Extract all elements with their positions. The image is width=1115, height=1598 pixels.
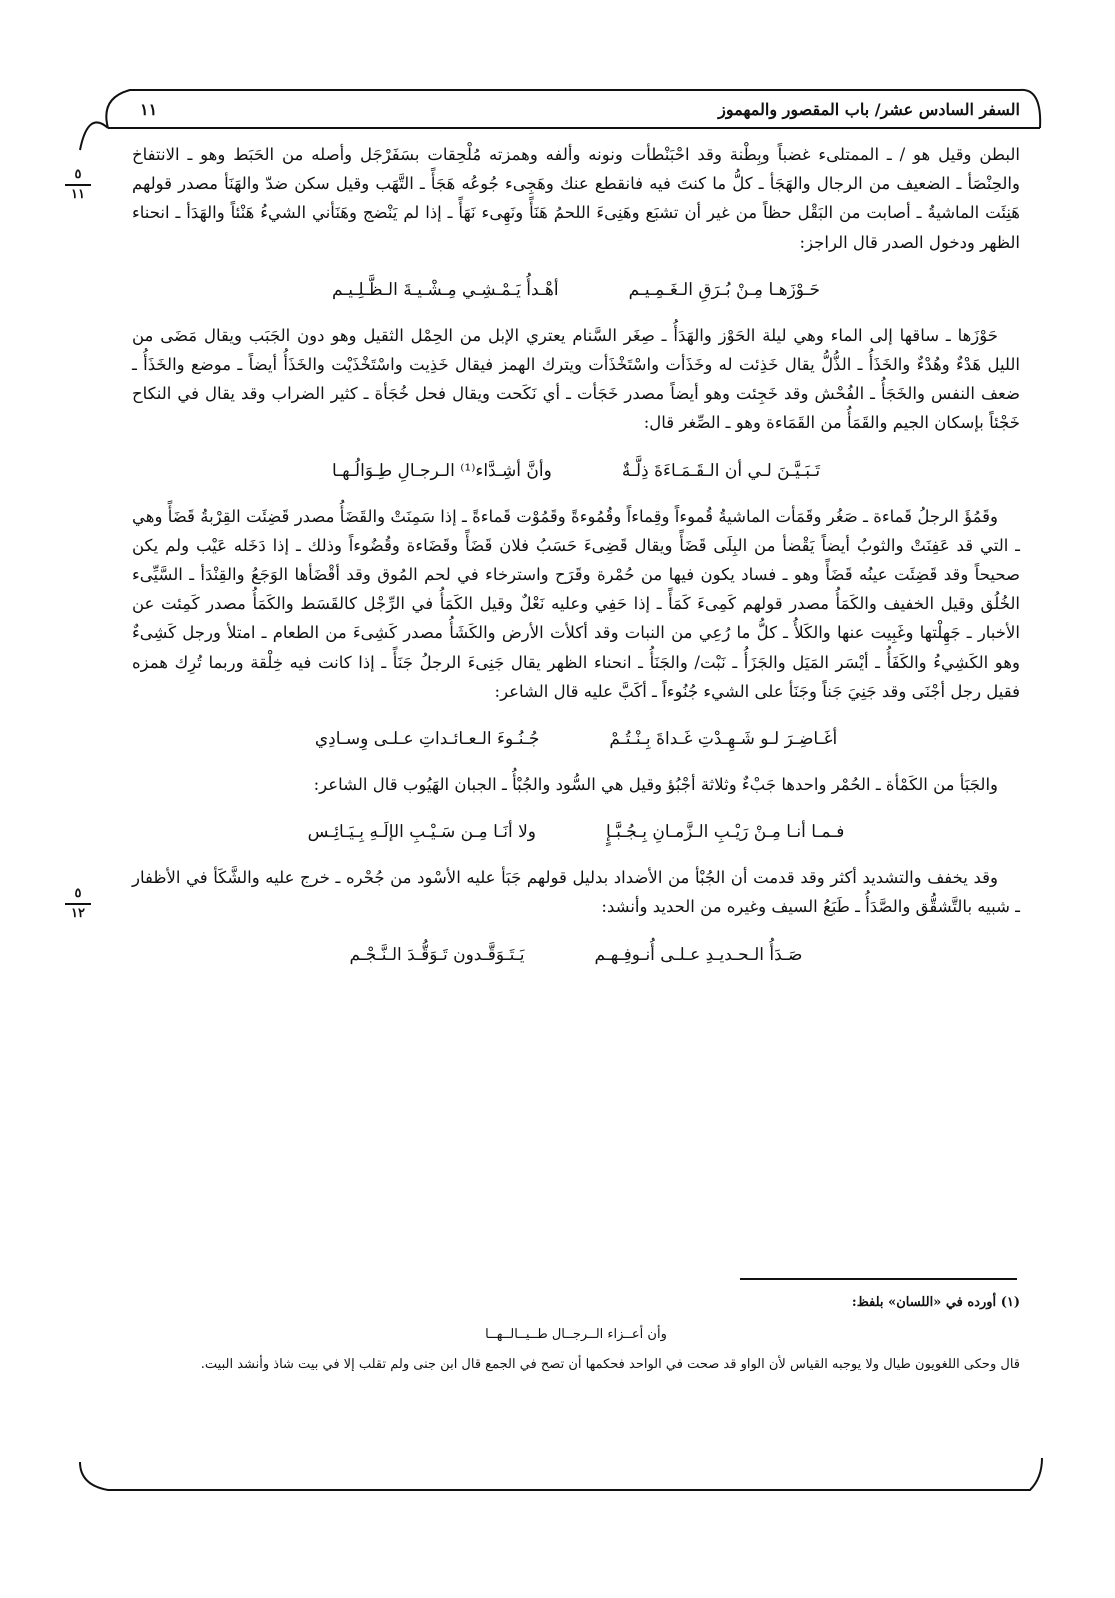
footnotes	[132, 1292, 1020, 1376]
verse-first-hemistich: تَـبَـيَّـنَ لـي أن الـقَـمَـاءَةَ ذِلَّـةٌ	[621, 460, 821, 481]
verse-line	[132, 724, 1020, 754]
page-number: ١١	[140, 100, 158, 119]
paragraph: البطن وقيل هو / ـ الممتلىء غضباً وبِطْنة وقد احْبَنْطأت ونونه وألفه وهمزته مُلْحِقات بسَفَرْجَل وأصله من الحَبَط وهو ـ الانتفاخ والحِنْصَأ ـ الضعيف من الرجال والهَجَأ ـ كلُّ ما كنتَ فيه فانقطع عنك وهَجِىء جُوعُه هَجَأً ـ التَّهَب وقيل سكن ضدّ والهَنَأ مصدر قولهم هَنِئَت الماشيةُ ـ أصابت من البَقْل حظاً من غير أن تشبَع وهَنِىءَ اللحمُ هَنَأً ونَهِىء نَهَأً ـ إذا لم يَنْضج وهَنَأني الشيءُ هَنْئاً والهَدَأ ـ انحناء الظهر ودخول الصدر قال الراجز:	[132, 145, 1020, 252]
verse-first-hemistich: صَـدَأُ الـحـديـدِ عـلـى أُنـوفِـهـم	[594, 944, 803, 965]
margin-ref-bottom: ١١	[71, 186, 85, 202]
verse-line	[132, 275, 1020, 305]
paragraph: والجَبَأ من الكَمْأة ـ الحُمْر واحدها جَبْءٌ وثلاثة أجْبُؤ وقيل هي السُّود والجُبْأُ ـ الجبان الهَيُوب قال الشاعر:	[313, 775, 998, 795]
verse-first-hemistich: أغَـاضِـرَ لـو شَـهِـدْتِ غَـداةَ بِـنْـتُـمْ	[609, 729, 838, 750]
footnote-rule	[740, 1278, 1017, 1280]
verse-first-hemistich: فـمـا أنـا مِـنْ رَيْـبِ الـزَّمـانِ بِـجُـبَّـإٍ	[606, 822, 845, 843]
verse-second-hemistich: وأنَّ أشِـدَّاء⁽¹⁾ الـرجـالِ طِـوَالُـهـا	[331, 460, 552, 481]
verse-second-hemistich: يَـتَـوَقَّـدون تَـوَقُّـدَ الـنَّـجْـم	[349, 944, 525, 965]
verse-second-hemistich: جُـنُـوءَ الـعـائـداتِ عـلـى وِسـادِي	[314, 729, 540, 750]
verse-second-hemistich: أهْـدأُ يَـمْـشِـي مِـشْـيـةَ الـظَّـلِـيـم	[331, 279, 559, 300]
margin-reference	[58, 887, 98, 921]
paragraph: حَوْزَها ـ ساقها إلى الماء وهي ليلة الحَوْز والهَدَأُ ـ صِغَر السَّنام يعتري الإبل من الحِمْل الثقيل وهو دون الجَبَب ويقال مَضَى من الليل هَدْءٌ وهُدْءٌ والخَذَأُ ـ الذُّلُّ يقال خَذِئت له وخَذَأت واسْتَخْذَأت ويترك الهمز فيقال خَذِيت واسْتَخْذَيْت والخَذَأُ أيضاً ـ موضع والخَذَأُ ـ ضعف النفس والخَجَأُ ـ الفُحْش وقد خَجِئت وهو أيضاً مصدر خَجَأت ـ أي نَكَحت ويقال فحل خُجَأة ـ كثير الضراب وقد يقال في النكاح خَجْئاً بإسكان الجيم والقَمَأُ من القَمَاءة وهو ـ الصِّغر قال:	[132, 325, 1020, 433]
margin-ref-top: ٥	[74, 167, 82, 182]
margin-ref-top: ٥	[74, 886, 82, 901]
footnote-head: (١) أورده في «اللسان» بلفظ:	[851, 1295, 1020, 1310]
verse-line	[132, 817, 1020, 847]
margin-ref-bottom: ١٢	[71, 905, 85, 921]
verse-line	[132, 456, 1020, 486]
verse-second-hemistich: ولا أنَـا مِـن سَـيْـبِ الإلَـهِ بِـيَـائِـس	[307, 822, 536, 843]
footnote-verse: وأن أعــزاء الــرجــال طــيــالــهــا	[485, 1327, 667, 1342]
running-header	[140, 100, 1020, 126]
paragraph: وقد يخفف والتشديد أكثر وقد قدمت أن الجُبْأ من الأضداد بدليل قولهم جَبَأ عليه الأسْود من جُحْره ـ خرج عليه والشَّكَأ في الأظفار ـ شبيه بالتَّشقُّق والصَّدَأُ ـ طَبَعُ السيف وغيره من الحديد وأنشد:	[132, 868, 1020, 917]
paragraph: وقَمُؤَ الرجلُ قَماءة ـ صَغُر وقَمَأت الماشيةُ قُموءاً وقِماءاً وقُمُوءةً وقَمُوْت قَماءةً ـ إذا سَمِنَتْ والقَضَأُ مصدر قَضِئَت القِرْبةُ قَضَأً وهي ـ التي قد عَفِنَتْ والثوبُ أيضاً يَقْضأ من البِلَى قَضَأً ويقال قَضِىءَ حَسَبُ فلان قَضَأً وقَضَاءة وقُضُوءاً وذلك ـ إذا دَخَله عَيْب ولم يكن صحيحاً وقد قَضِئَت عينُه قَضَأً وهو ـ فساد يكون فيها من حُمْرة وقَرَح واسترخاء في لحم المُوق وقد أقْضَأها الوَجَعُ والقِنْدَأ ـ السَّيِّىء الخُلُق وقيل الخفيف والكَمَأُ مصدر قولهم كَمِىءَ كَمَأً ـ إذا حَفِي وعليه نَعْلٌ وقيل الكَمَأُ في الرِّجْل كالقَسَط والكَمَأُ مصدر كَمِئت عن الأخبار ـ جَهِلْتها وغَبِيت عنها والكَلأُ ـ كلُّ ما رُعِي من النبات وقد أكلأت الأرض والكَشَأُ مصدر كَشِىءَ من الطعام ـ امتلأ ورجل كَشِىءٌ وهو الكَشِيءُ والكَفَأُ ـ أيْسَر المَيَل والجَزَأُ ـ نَبْت/ والجَنَأُ ـ انحناء الظهر يقال جَنِىءَ الرجلُ جَنَأً ـ إذا كانت فيه خِلْقة وربما تُرِك همزه فقيل رجل أجْنَى وقد جَنِيَ جَناً وجَنَأ على الشيء جُنُوءاً ـ أكَبَّ عليه قال الشاعر:	[132, 506, 1020, 701]
margin-ref-rule	[65, 903, 91, 905]
main-text	[132, 140, 1020, 986]
margin-reference	[58, 168, 98, 202]
header-title: السفر السادس عشر/ باب المقصور والمهموز	[718, 100, 1020, 119]
margin-ref-rule	[65, 184, 91, 186]
footnote-text: قال وحكى اللغويون طيال ولا يوجبه القياس لأن الواو قد صحت في الواحد فحكمها أن تصح في الجمع قال ابن جنى ولم تقلب إلا في بيت شاذ وأنشد البيت.	[200, 1357, 1020, 1372]
verse-first-hemistich: حَـوْزَهـا مِـنْ بُـرَقِ الـغَـمِـيـم	[628, 279, 821, 300]
verse-line	[132, 940, 1020, 970]
